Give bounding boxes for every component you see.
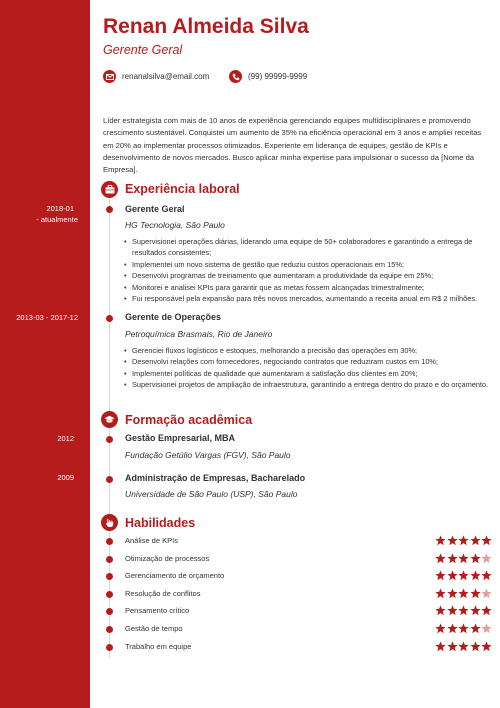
- star-filled-icon: [481, 535, 492, 546]
- star-filled-icon: [481, 605, 492, 616]
- job-title: Gerente de Operações: [125, 312, 222, 322]
- edu-school: Universidade de São Paulo (USP), São Paulo: [125, 489, 298, 499]
- section-title-skills: Habilidades: [125, 516, 196, 530]
- list-item: • Supervisionei operações diárias, liderando uma equipe de 50+ colaboradores e garantindo a entrega de resultados consistentes;: [124, 236, 492, 259]
- star-filled-icon: [447, 641, 458, 652]
- job-company: HG Tecnologia, São Paulo: [125, 220, 225, 230]
- timeline-dot: [106, 608, 113, 615]
- star-filled-icon: [447, 623, 458, 634]
- email-text: renanalsilva@email.com: [122, 72, 210, 81]
- star-filled-icon: [470, 588, 481, 599]
- job-date-end: - atualmente: [36, 215, 78, 224]
- briefcase-icon: [101, 181, 118, 198]
- section-title-education: Formação acadêmica: [125, 413, 253, 427]
- professional-summary: Líder estrategista com mais de 10 anos de experiência gerenciando equipes multidisciplinares e promovendo crescimento sustentável. Conquistei um aumento de 35% na eficiência operacional em 3 anos e ampliei receitas em 20% ao implementar processos otimizados. Experiente em liderança de equipes, gestão de KPIs e desenvolvimento de novos mercados. Busco aplicar minha expertise para impulsionar o sucesso da [Nome da Empresa].: [103, 116, 482, 175]
- timeline-dot: [106, 436, 113, 443]
- star-filled-icon: [435, 623, 446, 634]
- skill-rating: [435, 588, 493, 599]
- job-date-range: [0, 313, 78, 322]
- edu-degree: Administração de Empresas, Bacharelado: [125, 473, 306, 483]
- star-filled-icon: [481, 570, 492, 581]
- edu-degree: Gestão Empresarial, MBA: [125, 433, 236, 443]
- job-bullets: [124, 345, 492, 391]
- mail-icon: [103, 70, 116, 83]
- contact-email[interactable]: [103, 70, 209, 83]
- list-item: • Desenvolvi relações com fornecedores, negociando contratos que reduziram custos em 10%;: [124, 356, 492, 367]
- list-item: • Implementei políticas de qualidade que aumentaram a satisfação dos clientes em 20%;: [124, 368, 492, 379]
- job-title: Gerente Geral: [125, 204, 185, 214]
- star-filled-icon: [470, 623, 481, 634]
- timeline-dot: [106, 315, 113, 322]
- skill-rating: [435, 535, 493, 546]
- skill-name: Análise de KPIs: [125, 536, 178, 545]
- skill-name: Gerenciamento de orçamento: [125, 571, 225, 581]
- list-item: • Gerenciei fluxos logísticos e estoques, melhorando a precisão das operações em 30%;: [124, 345, 492, 356]
- skill-name: Gestão de tempo: [125, 624, 183, 633]
- skill-rating: [435, 570, 493, 581]
- star-filled-icon: [435, 605, 446, 616]
- star-filled-icon: [435, 641, 446, 652]
- star-filled-icon: [481, 641, 492, 652]
- star-filled-icon: [435, 535, 446, 546]
- skill-rating: [435, 623, 493, 634]
- skill-name: Trabalho em equipe: [125, 641, 192, 651]
- timeline-dot: [106, 573, 113, 580]
- star-filled-icon: [458, 588, 469, 599]
- hand-icon: [101, 514, 118, 531]
- contact-phone[interactable]: [229, 70, 307, 83]
- edu-year: 2012: [57, 434, 74, 443]
- list-item: • Supervisionei projetos de ampliação de infraestrutura, garantindo a entrega dentro do prazo e do orçamento.: [124, 379, 492, 390]
- timeline-dot: [106, 626, 113, 633]
- timeline-dot: [106, 538, 113, 545]
- list-item: • Monitorei e analisei KPIs para garantir que as metas fossem alcançadas trimestralmente;: [124, 282, 492, 293]
- edu-year: 2009: [57, 473, 74, 482]
- skill-name: Otimização de processos: [125, 553, 210, 563]
- edu-school: Fundação Getúlio Vargas (FGV), São Paulo: [125, 450, 291, 460]
- star-filled-icon: [458, 605, 469, 616]
- star-filled-icon: [458, 641, 469, 652]
- star-filled-icon: [447, 553, 458, 564]
- sidebar: [0, 0, 90, 708]
- job-company: Petroquímica Brasmais, Rio de Janeiro: [125, 329, 273, 339]
- star-filled-icon: [435, 570, 446, 581]
- phone-icon: [229, 70, 242, 83]
- star-filled-icon: [435, 553, 446, 564]
- timeline-dot: [106, 556, 113, 563]
- star-filled-icon: [458, 535, 469, 546]
- candidate-name: Renan Almeida Silva: [103, 15, 309, 38]
- star-filled-icon: [458, 553, 469, 564]
- list-item: • Desenvolvi programas de treinamento que aumentaram a produtividade da equipe em 25%;: [124, 270, 492, 281]
- timeline-dot: [106, 206, 113, 213]
- skill-rating: [435, 605, 493, 616]
- job-bullets: [124, 236, 492, 304]
- list-item: • Implementei um novo sistema de gestão que reduziu custos operacionais em 15%;: [124, 259, 492, 270]
- star-filled-icon: [470, 535, 481, 546]
- star-empty-icon: [481, 623, 492, 634]
- star-filled-icon: [447, 535, 458, 546]
- star-filled-icon: [470, 553, 481, 564]
- star-filled-icon: [447, 605, 458, 616]
- star-filled-icon: [470, 605, 481, 616]
- star-filled-icon: [458, 570, 469, 581]
- star-filled-icon: [458, 623, 469, 634]
- star-empty-icon: [481, 588, 492, 599]
- timeline-dot: [106, 591, 113, 598]
- skill-rating: [435, 641, 493, 652]
- star-filled-icon: [470, 641, 481, 652]
- star-empty-icon: [481, 553, 492, 564]
- phone-text: (99) 99999-9999: [248, 72, 308, 81]
- job-date-start: 2013-03: [16, 313, 44, 322]
- job-title-header: Gerente Geral: [103, 43, 183, 57]
- skill-rating: [435, 553, 493, 564]
- timeline-dot: [106, 644, 113, 651]
- job-date-start: 2018-01: [46, 204, 74, 213]
- skill-name: Resolução de conflitos: [125, 588, 201, 598]
- star-filled-icon: [470, 570, 481, 581]
- star-filled-icon: [447, 588, 458, 599]
- star-filled-icon: [447, 570, 458, 581]
- section-title-experience: Experiência laboral: [125, 182, 240, 196]
- graduation-cap-icon: [101, 411, 118, 428]
- list-item: • Fui responsável pela expansão para três novos mercados, aumentando a receita anual em R$ 2 milhões.: [124, 293, 492, 304]
- skill-name: Pensamento crítico: [125, 606, 190, 616]
- star-filled-icon: [435, 588, 446, 599]
- job-date-end: - 2017-12: [45, 313, 78, 322]
- timeline-dot: [106, 476, 113, 483]
